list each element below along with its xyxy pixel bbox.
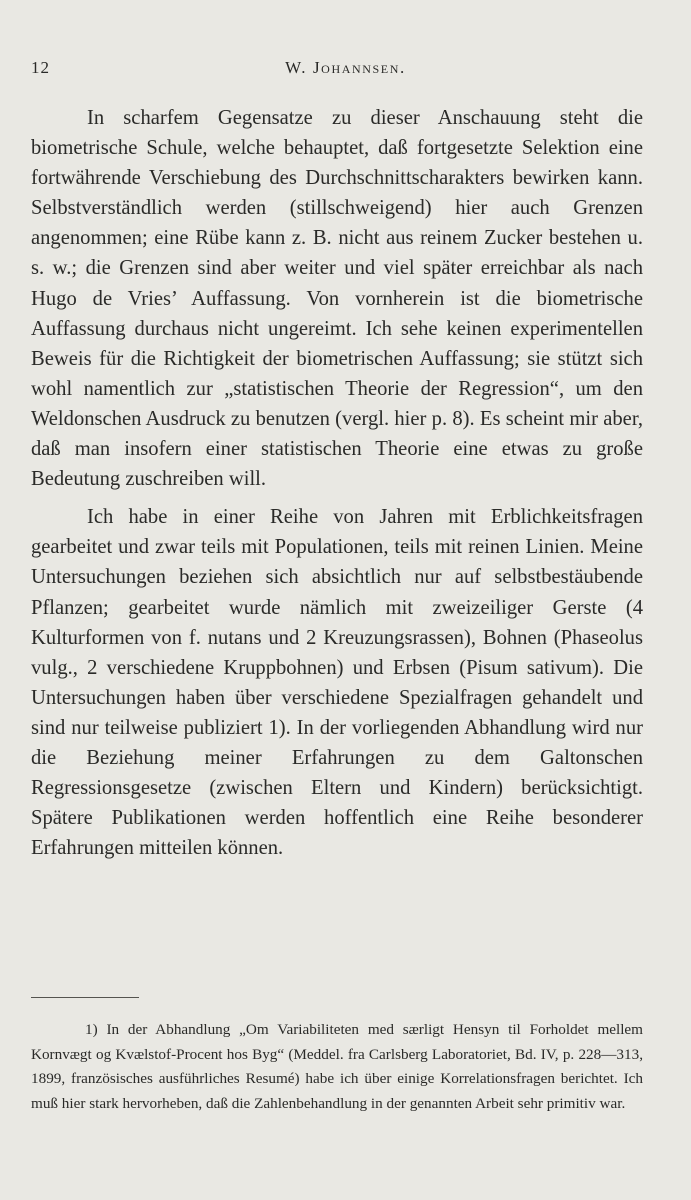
footnotes: [31, 1018, 643, 1116]
page-number: 12: [31, 58, 50, 77]
footnote: 1) In der Abhandlung „Om Variabiliteten med særligt Hensyn til Forholdet mellem Kornvægt og Kvælstof-Procent hos Byg“ (Meddel. fra Carlsberg Laboratoriet, Bd. IV, p. 228—313, 1899, französisches ausführliches Resumé) habe ich über einige Korrelationsfragen berichtet. Ich muß hier stark hervorheben, daß die Zahlenbehandlung in der genannten Arbeit sehr primitiv war.: [31, 1021, 643, 1112]
running-head-author: W. Johannsen.: [285, 58, 406, 77]
paragraph: In scharfem Gegensatze zu dieser Anschauung steht die biometrische Schule, welche behauptet, daß fortgesetzte Selektion eine fortwährende Verschiebung des Durchschnittscharakters bewirken kann. Selbstverständlich werden (stillschweigend) hier auch Grenzen angenommen; eine Rübe kann z. B. nicht aus reinem Zucker bestehen u. s. w.; die Grenzen sind aber weiter und viel später erreichbar als nach Hugo de Vries’ Auffassung. Von vornherein ist die biometrische Auffassung durchaus nicht ungereimt. Ich sehe keinen experimentellen Beweis für die Richtigkeit der biometrischen Auffassung; sie stützt sich wohl namentlich zur „statistischen Theorie der Regression“, um den Weldonschen Ausdruck zu benutzen (vergl. hier p. 8). Es scheint mir aber, daß man insofern einer statistischen Theorie eine etwas zu große Bedeutung zuschreiben will.: [31, 107, 643, 491]
paragraph: Ich habe in einer Reihe von Jahren mit Erblichkeitsfragen gearbeitet und zwar teils mit Populationen, teils mit reinen Linien. Meine Untersuchungen beziehen sich absichtlich nur auf selbstbestäubende Pflanzen; gearbeitet wurde nämlich mit zweizeiliger Gerste (4 Kulturformen von f. nutans und 2 Kreuzungsrassen), Bohnen (Phaseolus vulg., 2 verschiedene Kruppbohnen) und Erbsen (Pisum sativum). Die Untersuchungen haben über verschiedene Spezialfragen gehandelt und sind nur teilweise publiziert 1). In der vorliegenden Abhandlung wird nur die Beziehung meiner Erfahrungen zu dem Galtonschen Regressionsgesetze (zwischen Eltern und Kindern) berücksichtigt. Spätere Publikationen werden hoffentlich eine Reihe besonderer Erfahrungen mitteilen können.: [31, 506, 643, 860]
main-text: [31, 103, 643, 863]
running-head: [0, 58, 691, 82]
footnote-divider: [31, 997, 139, 998]
